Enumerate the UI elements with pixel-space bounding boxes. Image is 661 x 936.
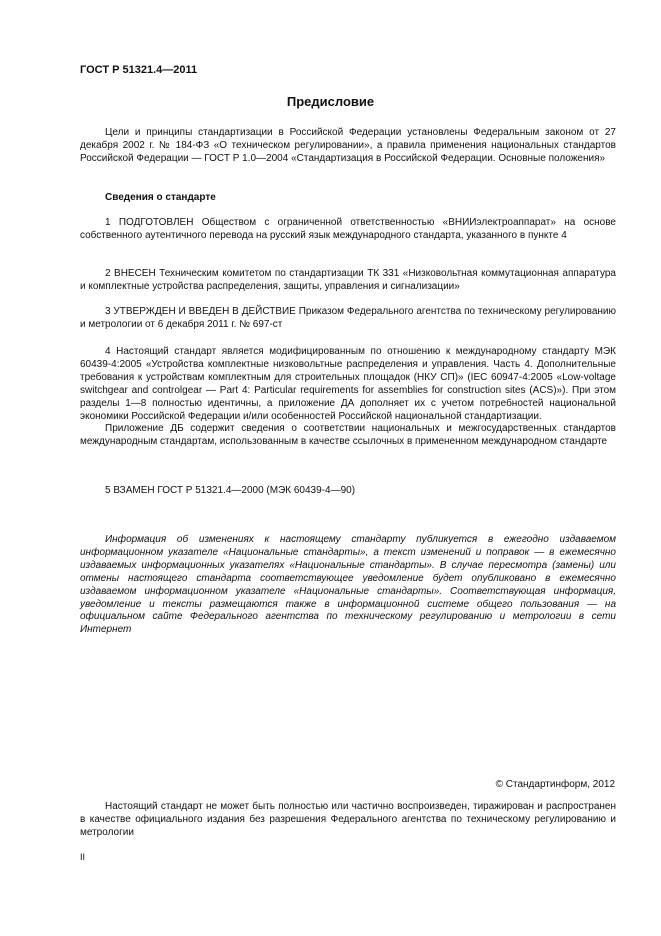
info-heading: Сведения о стандарте: [105, 192, 216, 203]
item-4-appendix-text: Приложение ДБ содержит сведения о соответствии национальных и межгосударственных стандартов международным стандартам, использованным в качестве ссылочных в примененном международном стандарте: [80, 423, 616, 448]
copyright: © Стандартинформ, 2012: [495, 779, 615, 790]
item-3: [80, 306, 616, 332]
reproduction-paragraph: [80, 801, 616, 840]
item-5: [80, 485, 616, 498]
item-3-text: 3 УТВЕРЖДЕН И ВВЕДЕН В ДЕЙСТВИЕ Приказом Федерального агентства по техническому регулированию и метрологии от 6 декабря 2011 г. № 697-ст: [80, 306, 616, 330]
page-title: Предисловие: [286, 94, 375, 109]
item-2-text: 2 ВНЕСЕН Техническим комитетом по стандартизации ТК 331 «Низковольтная коммутационная аппаратура и комплектные устройства распределения, защиты, управления и сигнализации»: [80, 268, 616, 292]
item-2: [80, 268, 616, 294]
item-4-text: 4 Настоящий стандарт является модифицированным по отношению к международному стандарту МЭК 60439-4:2005 «Устройства комплектные низковольтные распределения и управления. Часть 4. Дополнительные требования к устройствам комплектным для строительных площадок (НКУ СП)» (IEC 60947-4:2005 «Low-voltage switchgear and controlgear — Part 4: Particular requirements for assemblies for construction sites (ACS)»). При этом разделы 1—8 полностью идентичны, а приложение ДА дополняет их с учетом потребностей национальной экономики Российской Федерации и/или особенностей Российской национальной стандартизации.: [80, 346, 616, 422]
document-id: ГОСТ Р 51321.4—2011: [80, 64, 198, 76]
notice-paragraph: [80, 534, 616, 637]
item-5-text: 5 ВЗАМЕН ГОСТ Р 51321.4—2000 (МЭК 60439-4—90): [105, 485, 356, 496]
info-heading-block: [80, 192, 616, 205]
reproduction-text: Настоящий стандарт не может быть полностью или частично воспроизведен, тиражирован и распространен в качестве официального издания без разрешения Федерального агентства по техническому регулированию и метрологии: [80, 801, 616, 838]
intro-text: Цели и принципы стандартизации в Российской Федерации установлены Федеральным законом от 27 декабря 2002 г. № 184-ФЗ «О техническом регулировании», а правила применения национальных стандартов Российской Федерации — ГОСТ Р 1.0—2004 «Стандартизация в Российской Федерации. Основные положения»: [80, 127, 616, 164]
notice-text: Информация об изменениях к настоящему стандарту публикуется в ежегодно издаваемом информационном указателе «Национальные стандарты», а текст изменений и поправок — в ежемесячно издаваемых информационных указателях «Национальные стандарты». В случае пересмотра (замены) или отмены настоящего стандарта соответствующее уведомление будет опубликовано в ежемесячно издаваемом информационном указателе «Национальные стандарты». Соответствующая информация, уведомление и тексты размещаются также в информационной системе общего пользования — на официальном сайте Федерального агентства по техническому регулированию и метрологии в сети Интернет: [80, 534, 616, 636]
page-number: II: [80, 852, 86, 862]
item-1-text: 1 ПОДГОТОВЛЕН Обществом с ограниченной ответственностью «ВНИИэлектроаппарат» на основе собственного аутентичного перевода на русский язык международного стандарта, указанного в пункте 4: [80, 217, 616, 241]
item-1: [80, 217, 616, 243]
intro-paragraph: [80, 127, 616, 166]
item-4: [80, 346, 616, 449]
